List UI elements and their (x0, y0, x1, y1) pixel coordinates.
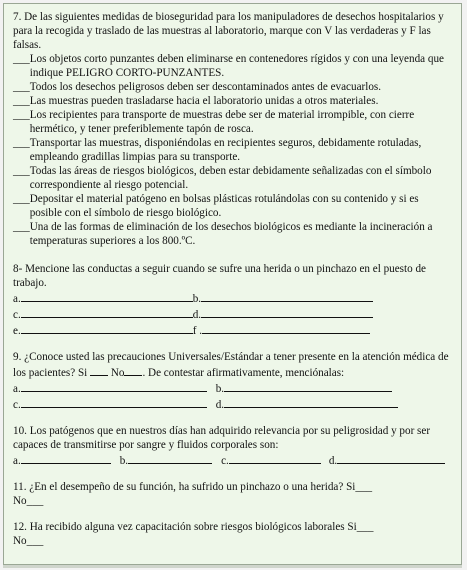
q8-answer-row-3 (13, 322, 453, 338)
q7-item-6 (13, 164, 453, 192)
answer-line-a[interactable] (21, 290, 193, 302)
answer-line-a[interactable] (21, 452, 111, 464)
q7-item-text: Transportar las muestras, disponiéndolas en recipientes seguros, debidamente rotuladas, empleando gradillas limpias para su transporte. (29, 137, 422, 163)
q9-answer-row-2 (13, 396, 453, 412)
q7-item-text: Las muestras pueden trasladarse hacia el laboratorio unidas a otros materiales. (29, 95, 379, 107)
answer-label-e: e. (13, 325, 21, 337)
q9-text-a: 9. ¿Conoce usted las precauciones Universales/Estándar a tener presente en la atención médica de los pacientes? Si (13, 351, 449, 379)
question-7-intro: 7. De las siguientes medidas de bioseguridad para los manipuladores de desechos hospitalarios y para la recogida y traslado de las muestras al laboratorio, marque con V las verdaderas y F las falsas. (13, 11, 444, 51)
yes-blank[interactable] (90, 364, 108, 376)
no-blank[interactable]: ___ (26, 535, 44, 547)
answer-blank[interactable]: ___ (13, 165, 30, 177)
q8-answer-row-2 (13, 306, 453, 322)
answer-label-d: d. (215, 399, 225, 411)
no-label: No (13, 535, 27, 547)
answer-blank[interactable]: ___ (13, 193, 30, 205)
answer-label-b: b. (215, 383, 225, 395)
q9-text-b: No (108, 367, 125, 379)
q7-item-text: Los objetos corto punzantes deben eliminarse en contenedores rígidos y con una leyenda que indique PELIGRO CORTO-PUNZANTES. (29, 53, 444, 79)
answer-line-b[interactable] (201, 290, 373, 302)
question-12-text (13, 520, 453, 534)
answer-label-a: a. (13, 455, 21, 467)
question-12-no (13, 534, 453, 548)
q7-item-text: Depositar el material patógeno en bolsas plásticas rotulándolas con su contenido y si es posible con el símbolo de riesgo biológico. (29, 193, 419, 219)
q7-item-7 (13, 192, 453, 220)
q8-answer-row-1 (13, 290, 453, 306)
answer-line-b[interactable] (128, 452, 212, 464)
no-blank[interactable]: ___ (26, 495, 44, 507)
answer-blank[interactable]: ___ (13, 81, 30, 93)
q7-item-5 (13, 136, 453, 164)
answer-blank[interactable]: ___ (13, 221, 30, 233)
answer-line-b[interactable] (224, 380, 392, 392)
answer-line-a[interactable] (21, 380, 207, 392)
no-label: No (13, 495, 27, 507)
q7-item-4 (13, 108, 453, 136)
question-7-items (13, 52, 453, 248)
answer-label-c: c. (221, 455, 229, 467)
answer-blank[interactable]: ___ (13, 109, 30, 121)
question-11-no (13, 494, 453, 508)
answer-label-a: a. (13, 293, 21, 305)
q7-item-8 (13, 220, 453, 248)
answer-label-a: a. (13, 383, 21, 395)
answer-label-b: b. (119, 455, 129, 467)
q7-item-text: Todos los desechos peligrosos deben ser descontaminados antes de evacuarlos. (29, 81, 382, 93)
q7-item-text: Los recipientes para transporte de muestras debe ser de material irrompible, con cierre hermético, y tener preferiblemente tapón de rosca. (29, 109, 415, 135)
answer-line-e[interactable] (21, 322, 193, 334)
q11-question: 11. ¿En el desempeño de su función, ha sufrido un pinchazo o una herida? Si (13, 481, 356, 493)
q9-answer-row-1 (13, 380, 453, 396)
answer-label-f: f . (192, 325, 203, 337)
answer-blank[interactable]: ___ (13, 53, 30, 65)
answer-label-b: b. (192, 293, 202, 305)
yes-blank[interactable]: ___ (355, 481, 373, 493)
no-blank[interactable] (124, 364, 142, 376)
answer-blank[interactable]: ___ (13, 95, 30, 107)
answer-label-d: d. (328, 455, 338, 467)
answer-label-c: c. (13, 399, 21, 411)
question-8-text: 8- Mencione las conductas a seguir cuando se sufre una herida o un pinchazo en el puesto de trabajo. (13, 263, 426, 289)
q7-item-3 (13, 94, 453, 108)
question-10-text: 10. Los patógenos que en nuestros días han adquirido relevancia por su peligrosidad y por ser capaces de transmitirse por sangre y fluidos corporales son: (13, 425, 431, 451)
answer-label-c: c. (13, 309, 21, 321)
answer-line-c[interactable] (229, 452, 321, 464)
q7-item-text: Todas las áreas de riesgos biológicos, deben estar debidamente señalizadas con el símbolo correspondiente al riesgo potencial. (29, 165, 432, 191)
answer-line-d[interactable] (224, 396, 398, 408)
q9-text-c: . De contestar afirmativamente, menciónalas: (142, 367, 345, 379)
q12-question: 12. Ha recibido alguna vez capacitación sobre riesgos biológicos laborales Si (13, 521, 357, 533)
q7-item-2 (13, 80, 453, 94)
answer-blank[interactable]: ___ (13, 137, 30, 149)
answer-line-c[interactable] (21, 306, 193, 318)
answer-line-d[interactable] (201, 306, 373, 318)
q10-answer-row (13, 452, 453, 468)
questionnaire-page (3, 3, 462, 565)
answer-line-f[interactable] (202, 322, 370, 334)
answer-line-c[interactable] (21, 396, 207, 408)
answer-line-d[interactable] (337, 452, 445, 464)
answer-label-d: d. (192, 309, 202, 321)
yes-blank[interactable]: ___ (356, 521, 374, 533)
question-11-text (13, 480, 453, 494)
q7-item-text: Una de las formas de eliminación de los desechos biológicos es mediante la incineración a temperaturas superiores a los 800.ºC. (29, 221, 433, 247)
question-9-text (13, 350, 453, 380)
q7-item-1 (13, 52, 453, 80)
